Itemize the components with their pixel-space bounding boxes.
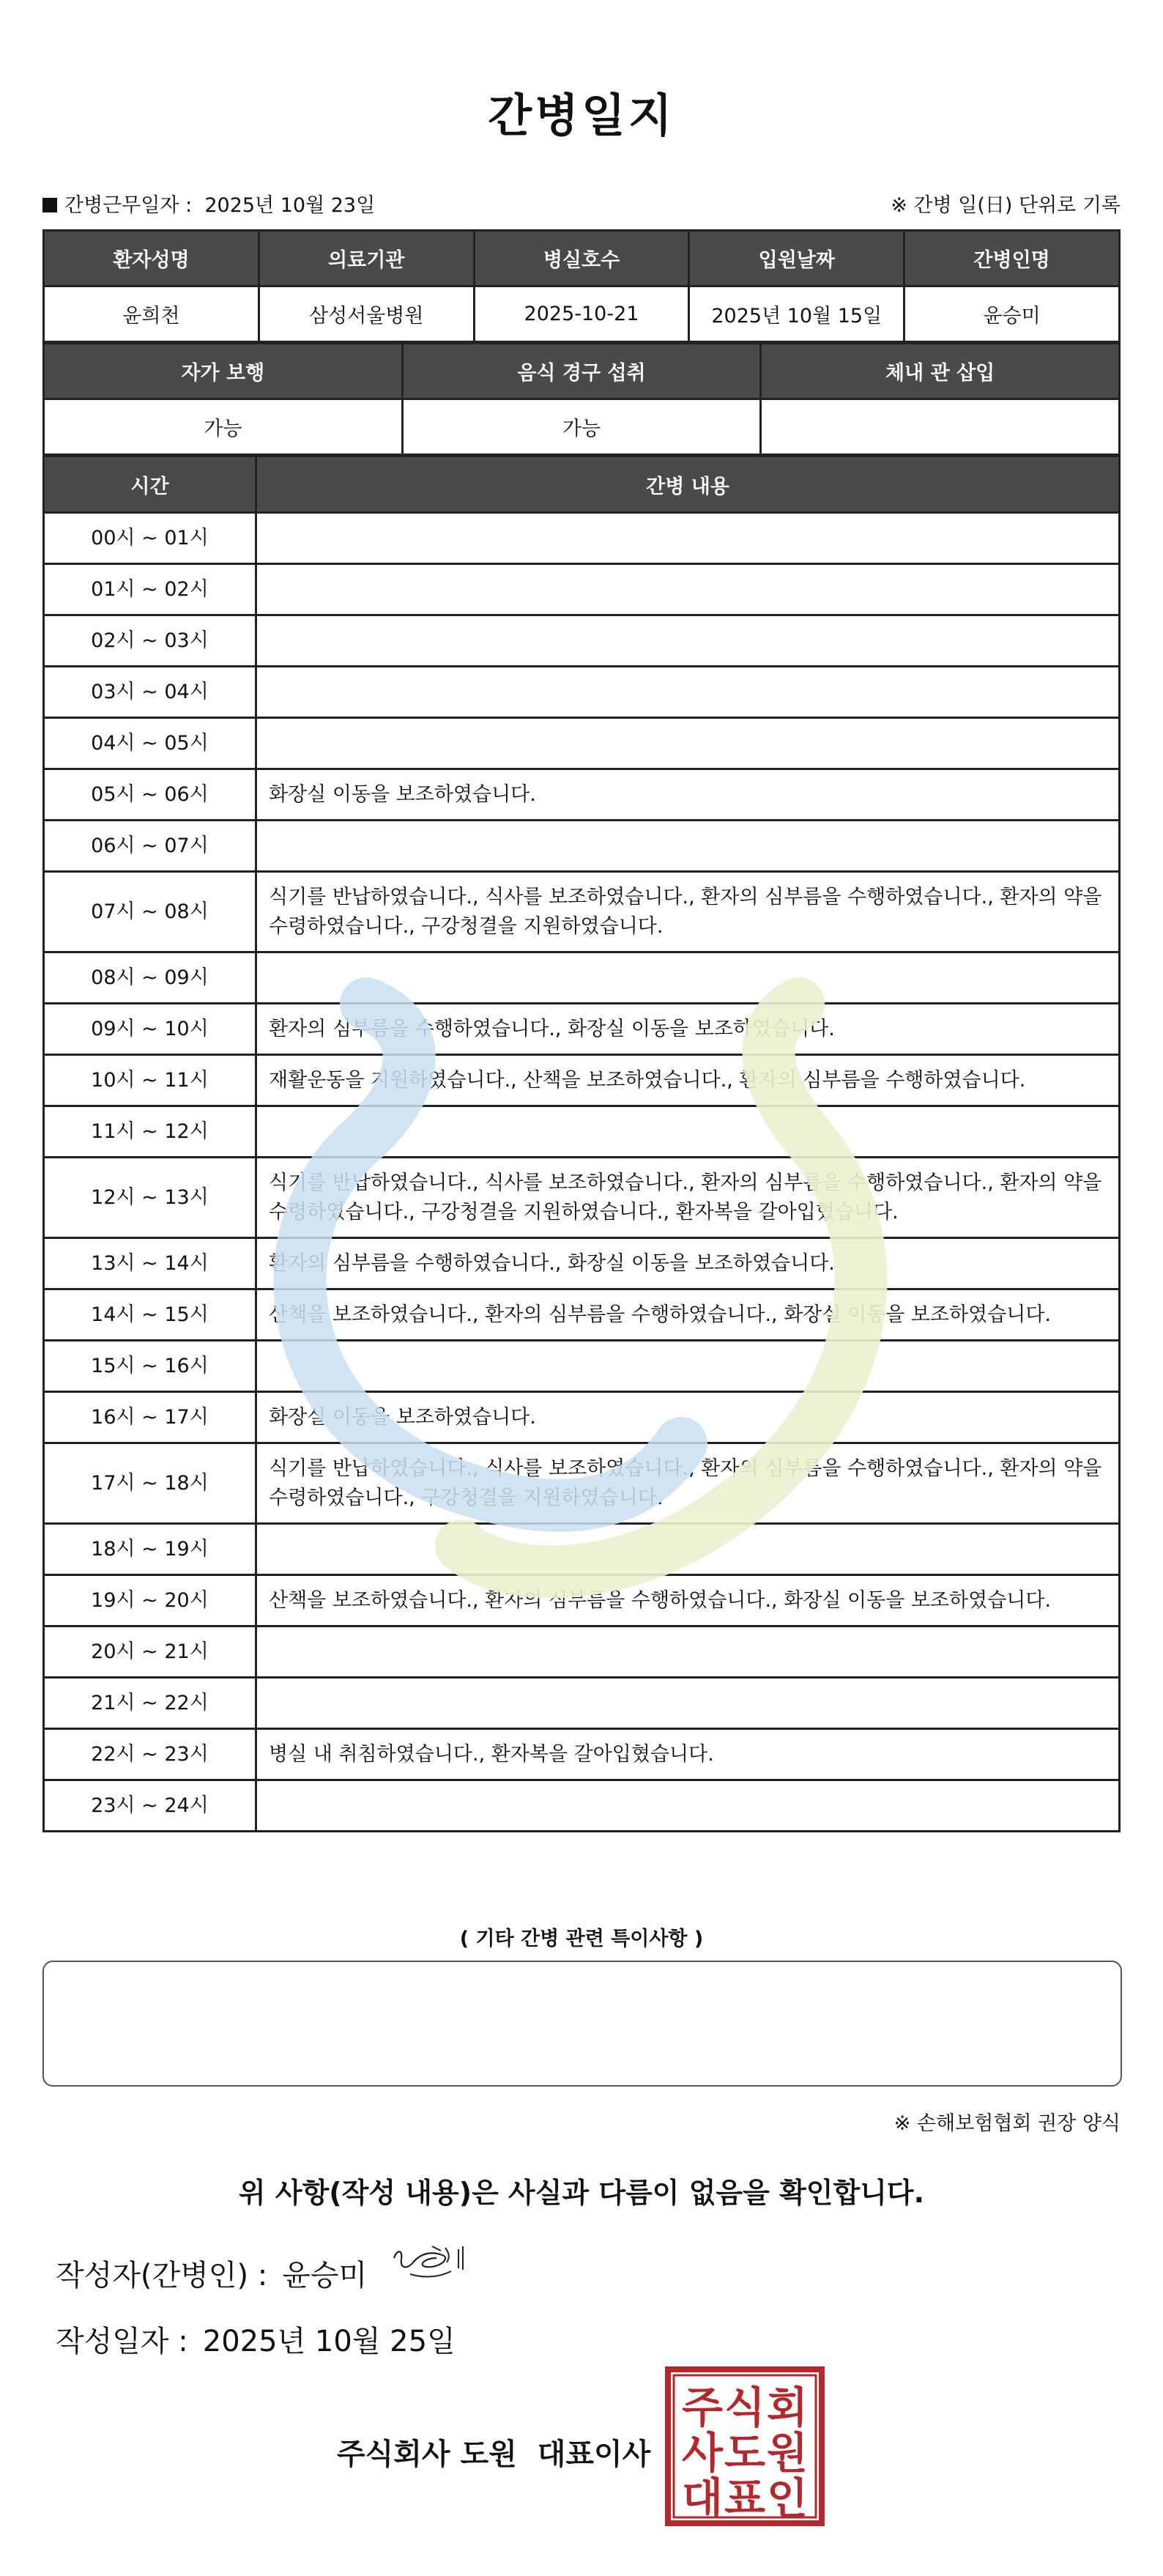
time-cell: 01시 ~ 02시 — [44, 564, 256, 615]
table-row — [44, 1575, 1120, 1626]
time-cell: 18시 ~ 19시 — [44, 1524, 256, 1575]
table-row — [44, 821, 1120, 872]
patient-status-table — [42, 342, 1121, 456]
content-cell — [256, 513, 1120, 564]
company-line — [337, 2431, 650, 2473]
patient-name: 윤희천 — [44, 286, 259, 342]
table-row — [44, 1443, 1120, 1524]
svg-text:사: 사 — [681, 2428, 724, 2478]
record-note: ※ 간병 일(日) 단위로 기록 — [891, 194, 1121, 217]
header-time: 시간 — [44, 456, 256, 513]
content-cell: 산책을 보조하였습니다., 환자의 심부름을 수행하였습니다., 화장실 이동을 보조하였습니다. — [256, 1575, 1120, 1626]
writer-line — [56, 2252, 367, 2294]
work-date-label: 간병근무일자 : — [64, 194, 193, 217]
table-row — [44, 952, 1120, 1004]
time-cell: 22시 ~ 23시 — [44, 1729, 256, 1780]
time-cell: 05시 ~ 06시 — [44, 769, 256, 821]
content-cell: 환자의 심부름을 수행하였습니다., 화장실 이동을 보조하였습니다. — [256, 1238, 1120, 1289]
svg-text:인: 인 — [766, 2473, 809, 2523]
work-date-value: 2025년 10월 23일 — [204, 194, 376, 217]
square-bullet-icon — [42, 198, 57, 212]
header-room-number: 병실호수 — [474, 231, 689, 286]
time-cell: 21시 ~ 22시 — [44, 1678, 256, 1729]
table-row — [44, 1524, 1120, 1575]
svg-text:표: 표 — [724, 2473, 766, 2523]
content-cell: 화장실 이동을 보조하였습니다. — [256, 1392, 1120, 1443]
svg-text:식: 식 — [724, 2383, 766, 2432]
content-cell — [256, 1524, 1120, 1575]
time-cell: 14시 ~ 15시 — [44, 1289, 256, 1341]
content-cell — [256, 1626, 1120, 1678]
patient-value-row — [44, 286, 1120, 342]
tube-insertion-value — [761, 399, 1120, 455]
table-row — [44, 564, 1120, 615]
writer-name: 윤승미 — [282, 2259, 368, 2292]
svg-text:대: 대 — [681, 2473, 724, 2523]
time-cell: 03시 ~ 04시 — [44, 667, 256, 718]
content-cell: 병실 내 취침하였습니다., 환자복을 갈아입혔습니다. — [256, 1729, 1120, 1780]
time-cell: 19시 ~ 20시 — [44, 1575, 256, 1626]
time-cell: 15시 ~ 16시 — [44, 1341, 256, 1392]
time-cell: 07시 ~ 08시 — [44, 872, 256, 952]
time-cell: 20시 ~ 21시 — [44, 1626, 256, 1678]
table-row — [44, 718, 1120, 769]
table-row — [44, 1780, 1120, 1832]
patient-header-row — [44, 231, 1120, 286]
table-row — [44, 615, 1120, 667]
form-footnote: ※ 손해보험협회 권장 양식 — [893, 2112, 1121, 2135]
time-cell: 02시 ~ 03시 — [44, 615, 256, 667]
page-title: 간병일지 — [488, 89, 675, 142]
time-cell: 13시 ~ 14시 — [44, 1238, 256, 1289]
table-row — [44, 1106, 1120, 1158]
confirmation-statement: 위 사항(작성 내용)은 사실과 다름이 없음을 확인합니다. — [238, 2177, 925, 2209]
svg-text:원: 원 — [766, 2428, 809, 2478]
content-cell — [256, 564, 1120, 615]
room-number: 2025-10-21 — [474, 286, 689, 342]
status-value-row — [44, 399, 1120, 455]
time-cell: 09시 ~ 10시 — [44, 1004, 256, 1055]
time-cell: 08시 ~ 09시 — [44, 952, 256, 1004]
table-row — [44, 872, 1120, 952]
content-cell — [256, 667, 1120, 718]
patient-info-table — [42, 229, 1121, 343]
status-header-row — [44, 344, 1120, 399]
time-cell: 17시 ~ 18시 — [44, 1443, 256, 1524]
header-care-content: 간병 내용 — [256, 456, 1120, 513]
table-row — [44, 1158, 1120, 1238]
table-row — [44, 667, 1120, 718]
time-cell: 10시 ~ 11시 — [44, 1055, 256, 1106]
header-admission-date: 입원날짜 — [689, 231, 904, 286]
notes-title: ( 기타 간병 관련 특이사항 ) — [459, 1928, 704, 1950]
work-date — [42, 189, 375, 218]
header-oral-intake: 음식 경구 섭취 — [402, 344, 761, 399]
content-cell — [256, 821, 1120, 872]
content-cell — [256, 615, 1120, 667]
content-cell: 식기를 반납하였습니다., 식사를 보조하였습니다., 환자의 심부름을 수행하였습니다., 환자의 약을 수령하였습니다., 구강청결을 지원하였습니다., 환자복을 갈아입혔습니다. — [256, 1158, 1120, 1238]
table-row — [44, 1392, 1120, 1443]
time-cell: 00시 ~ 01시 — [44, 513, 256, 564]
content-cell — [256, 1341, 1120, 1392]
time-cell: 11시 ~ 12시 — [44, 1106, 256, 1158]
header-tube-insertion: 체내 관 삽입 — [761, 344, 1120, 399]
content-cell: 화장실 이동을 보조하였습니다. — [256, 769, 1120, 821]
care-log-table — [42, 455, 1121, 1832]
oral-intake-value: 가능 — [402, 399, 761, 455]
table-row — [44, 769, 1120, 821]
content-cell: 재활운동을 지원하였습니다., 산책을 보조하였습니다., 환자의 심부름을 수행하였습니다. — [256, 1055, 1120, 1106]
care-log-header-row — [44, 456, 1120, 513]
content-cell — [256, 1678, 1120, 1729]
content-cell: 식기를 반납하였습니다., 식사를 보조하였습니다., 환자의 심부름을 수행하였습니다., 환자의 약을 수령하였습니다., 구강청결을 지원하였습니다. — [256, 1443, 1120, 1524]
svg-text:회: 회 — [766, 2383, 809, 2432]
svg-text:도: 도 — [724, 2428, 766, 2478]
table-row — [44, 1055, 1120, 1106]
company-seal-stamp — [664, 2365, 826, 2528]
header-self-walking: 자가 보행 — [44, 344, 403, 399]
self-walking-value: 가능 — [44, 399, 403, 455]
table-row — [44, 1004, 1120, 1055]
table-row — [44, 1238, 1120, 1289]
company-name: 주식회사 도원 — [337, 2438, 517, 2471]
table-row — [44, 1678, 1120, 1729]
content-cell — [256, 952, 1120, 1004]
header-hospital: 의료기관 — [259, 231, 474, 286]
notes-box — [42, 1961, 1122, 2087]
table-row — [44, 513, 1120, 564]
header-caregiver-name: 간병인명 — [904, 231, 1120, 286]
time-cell: 23시 ~ 24시 — [44, 1780, 256, 1832]
header-patient-name: 환자성명 — [44, 231, 259, 286]
written-date-value: 2025년 10월 25일 — [202, 2325, 456, 2358]
table-row — [44, 1341, 1120, 1392]
written-date-line — [56, 2318, 456, 2360]
company-role: 대표이사 — [537, 2438, 651, 2471]
caregiver-name: 윤승미 — [904, 286, 1120, 342]
content-cell — [256, 1106, 1120, 1158]
content-cell: 식기를 반납하였습니다., 식사를 보조하였습니다., 환자의 심부름을 수행하였습니다., 환자의 약을 수령하였습니다., 구강청결을 지원하였습니다. — [256, 872, 1120, 952]
signature-image — [388, 2236, 476, 2287]
svg-text:주: 주 — [681, 2383, 724, 2432]
content-cell — [256, 1780, 1120, 1832]
time-cell: 06시 ~ 07시 — [44, 821, 256, 872]
table-row — [44, 1289, 1120, 1341]
time-cell: 04시 ~ 05시 — [44, 718, 256, 769]
table-row — [44, 1626, 1120, 1678]
time-cell: 12시 ~ 13시 — [44, 1158, 256, 1238]
time-cell: 16시 ~ 17시 — [44, 1392, 256, 1443]
admission-date: 2025년 10월 15일 — [689, 286, 904, 342]
content-cell — [256, 718, 1120, 769]
writer-label: 작성자(간병인) : — [56, 2259, 268, 2292]
hospital: 삼성서울병원 — [259, 286, 474, 342]
content-cell: 환자의 심부름을 수행하였습니다., 화장실 이동을 보조하였습니다. — [256, 1004, 1120, 1055]
table-row — [44, 1729, 1120, 1780]
written-date-label: 작성일자 : — [56, 2325, 188, 2358]
content-cell: 산책을 보조하였습니다., 환자의 심부름을 수행하였습니다., 화장실 이동을 보조하였습니다. — [256, 1289, 1120, 1341]
